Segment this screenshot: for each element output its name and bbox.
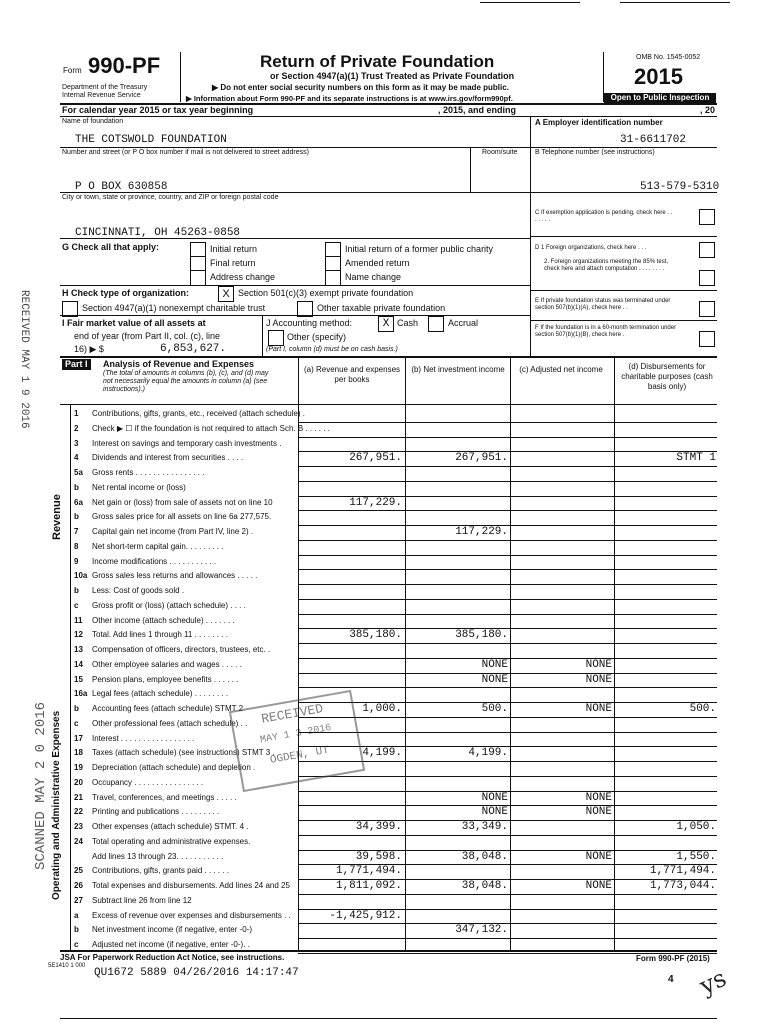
line-label: Other professional fees (attach schedule) . . bbox=[92, 718, 248, 728]
line-number: 7 bbox=[74, 527, 79, 536]
cell-col-b: NONE bbox=[481, 658, 508, 671]
cell-col-b: 385,180. bbox=[455, 629, 508, 642]
cell-col-a: 1,000. bbox=[362, 703, 402, 715]
line-number: b bbox=[74, 512, 79, 522]
row-rule bbox=[298, 481, 717, 482]
initial-return-label: Initial return bbox=[210, 244, 258, 254]
row-rule bbox=[298, 510, 717, 511]
city-label: City or town, state or province, country, and ZIP or foreign postal code bbox=[62, 194, 279, 201]
form-number: 990-PF bbox=[88, 53, 161, 78]
line-number: 21 bbox=[74, 792, 83, 802]
cell-col-b: 38,048. bbox=[461, 880, 508, 892]
row-rule bbox=[298, 584, 717, 585]
row-rule bbox=[298, 422, 717, 423]
line-number: 17 bbox=[74, 733, 83, 743]
cell-col-a: 1,811,092. bbox=[335, 880, 402, 892]
line-number: 18 bbox=[74, 748, 83, 758]
j-label: J Accounting method: bbox=[266, 318, 353, 328]
part-1-desc: (The total of amounts in columns (b), (c), and (d) may not necessarily equal the amounts in column (a) (see instructions).) bbox=[103, 370, 269, 393]
line-label: Printing and publications . . . . . . . . . bbox=[92, 807, 220, 817]
line-number: b bbox=[74, 586, 79, 595]
line-label: Interest . . . . . . . . . . . . . . . . . bbox=[92, 733, 195, 743]
received-stamp-date: MAY 1 3 2016 bbox=[259, 722, 333, 747]
line-label: Travel, conferences, and meetings . . . . . bbox=[92, 792, 237, 802]
col-b-header: (b) Net investment income bbox=[411, 365, 505, 374]
cell-col-a: -1,425,912. bbox=[329, 909, 402, 922]
row-rule bbox=[298, 614, 717, 615]
line-label: Total. Add lines 1 through 11 . . . . . . . . bbox=[92, 630, 228, 640]
form-subtitle: or Section 4947(a)(1) Trust Treated as Private Foundation bbox=[270, 71, 515, 81]
line-number: 27 bbox=[74, 895, 83, 905]
line-label: Gross profit or (loss) (attach schedule) . . . . bbox=[92, 600, 246, 610]
cell-col-b: 33,349. bbox=[461, 821, 508, 833]
i-label-3: 16) ▶ $ bbox=[74, 344, 104, 354]
e-label: E If private foundation status was terminated under section 507(b)(1)(A), check here . . bbox=[535, 298, 671, 311]
cell-col-a: 39,598. bbox=[355, 850, 402, 863]
scanned-stamp: SCANNED MAY 2 0 2016 bbox=[33, 701, 49, 870]
name-change-label: Name change bbox=[345, 272, 402, 282]
d1-label: D 1 Foreign organizations, check here . . . bbox=[535, 245, 647, 251]
line-number: 20 bbox=[74, 777, 83, 787]
page-number: 4 bbox=[668, 974, 674, 985]
final-return-label: Final return bbox=[210, 258, 256, 268]
row-rule bbox=[298, 938, 717, 939]
cell-col-c: NONE bbox=[585, 806, 612, 819]
line-label: Net short-term capital gain. . . . . . . . . bbox=[92, 541, 224, 551]
i-label-2: end of year (from Part II, col. (c), line bbox=[74, 331, 221, 341]
line-number: c bbox=[74, 600, 79, 610]
fmv-value: 6,853,627. bbox=[160, 343, 227, 355]
room-suite-label: Room/suite bbox=[482, 149, 518, 156]
cell-col-b: NONE bbox=[481, 673, 508, 686]
handwritten-initials: ys bbox=[695, 963, 731, 1001]
cell-col-a: 117,229. bbox=[349, 496, 402, 509]
side-expenses: Operating and Administrative Expenses bbox=[51, 710, 62, 900]
h-other-label: Other taxable private foundation bbox=[317, 303, 446, 313]
h-501c3-label: Section 501(c)(3) exempt private foundation bbox=[238, 288, 414, 298]
j-cash-label: Cash bbox=[397, 318, 419, 328]
line-number: c bbox=[74, 940, 79, 949]
j-other-checkbox[interactable] bbox=[268, 330, 284, 346]
c-checkbox[interactable] bbox=[699, 209, 715, 225]
ein-value: 31-6611702 bbox=[620, 134, 687, 146]
omb-number: OMB No. 1545-0052 bbox=[636, 54, 701, 61]
line-number: 23 bbox=[74, 822, 83, 831]
line-label: Pension plans, employee benefits . . . . . . bbox=[92, 674, 239, 684]
paperwork-notice bbox=[60, 953, 284, 963]
address-change-checkbox[interactable] bbox=[190, 270, 206, 286]
cell-col-a: 34,399. bbox=[355, 821, 402, 833]
j-cash-checkbox[interactable]: X bbox=[378, 316, 394, 332]
line-number: 2 bbox=[74, 423, 79, 433]
street-address: P O BOX 630858 bbox=[75, 181, 168, 193]
cell-col-b: 347,132. bbox=[455, 924, 508, 937]
ssn-notice: ▶ Do not enter social security numbers on this form as it may be made public. bbox=[212, 83, 509, 92]
row-rule bbox=[298, 687, 717, 688]
line-label: Other employee salaries and wages . . . . . bbox=[92, 659, 242, 669]
cell-col-d: STMT 1 bbox=[676, 452, 716, 465]
line-label: Income modifications . . . . . . . . . . . bbox=[92, 556, 217, 566]
amended-return-label: Amended return bbox=[345, 258, 410, 268]
row-rule bbox=[298, 437, 717, 438]
line-number: 14 bbox=[74, 659, 83, 669]
line-label: Net rental income or (loss) bbox=[92, 482, 186, 492]
cell-col-b: 500. bbox=[481, 703, 508, 715]
received-side-stamp: RECEIVED MAY 1 9 2016 bbox=[18, 290, 30, 429]
line-label: Dividends and interest from securities . . . . bbox=[92, 453, 244, 463]
row-rule bbox=[298, 894, 717, 895]
line-label: Net investment income (if negative, enter -0-) bbox=[92, 925, 253, 935]
row-rule bbox=[298, 717, 717, 718]
calendar-end: , 20 bbox=[700, 105, 716, 115]
calendar-year-label: For calendar year 2015 or tax year beginning bbox=[62, 105, 254, 115]
received-stamp-place: OGDEN, UT bbox=[269, 744, 330, 767]
line-number: 26 bbox=[74, 881, 83, 890]
col-a-header: (a) Revenue and expenses per books bbox=[303, 365, 401, 384]
d2-checkbox[interactable] bbox=[699, 270, 715, 286]
tax-year: 2015 bbox=[634, 64, 683, 89]
cell-col-b: 4,199. bbox=[468, 747, 508, 760]
j-note: (Part I, column (d) must be on cash basis.) bbox=[266, 346, 398, 353]
row-rule bbox=[298, 555, 717, 556]
row-rule bbox=[298, 599, 717, 600]
foundation-name-label: Name of foundation bbox=[62, 118, 124, 125]
line-number: b bbox=[74, 482, 79, 492]
ein-label: A Employer identification number bbox=[535, 118, 663, 127]
city-state-zip: CINCINNATI, OH 45263-0858 bbox=[75, 227, 241, 239]
phone-value: 513-579-5310 bbox=[640, 181, 720, 193]
row-rule bbox=[298, 732, 717, 733]
row-rule bbox=[298, 466, 717, 467]
address-label: Number and street (or P O box number if mail is not delivered to street address) bbox=[62, 149, 309, 156]
form-label: Form bbox=[63, 66, 82, 75]
cell-col-b: 38,048. bbox=[461, 850, 508, 863]
h-4947-label: Section 4947(a)(1) nonexempt charitable trust bbox=[82, 303, 266, 313]
h-501c3-checkbox[interactable]: X bbox=[218, 286, 234, 302]
form-title: Return of Private Foundation bbox=[260, 52, 495, 71]
row-rule bbox=[298, 569, 717, 570]
f-label: F If the foundation is in a 60-month termination under section 507(b)(1)(B), check here . bbox=[535, 325, 677, 338]
line-number: 25 bbox=[74, 866, 83, 876]
j-accrual-checkbox[interactable] bbox=[428, 316, 444, 332]
irs-label: Internal Revenue Service bbox=[62, 92, 141, 99]
line-number: 8 bbox=[74, 541, 79, 551]
part-1-tag: Part I bbox=[62, 359, 91, 370]
line-number: 4 bbox=[74, 453, 79, 463]
line-label: Gross sales price for all assets on line 6a 277,575. bbox=[92, 512, 272, 522]
f-checkbox[interactable] bbox=[699, 331, 715, 347]
g-label: G Check all that apply: bbox=[62, 242, 160, 252]
cell-col-c: NONE bbox=[585, 850, 612, 863]
line-number: 10a bbox=[74, 571, 88, 581]
line-label: Occupancy . . . . . . . . . . . . . . . . bbox=[92, 777, 204, 787]
cell-col-a: 385,180. bbox=[349, 629, 402, 642]
cell-col-a: 4,199. bbox=[362, 747, 402, 760]
row-rule bbox=[298, 776, 717, 777]
cell-col-b: 117,229. bbox=[455, 526, 508, 538]
cell-col-c: NONE bbox=[585, 791, 612, 804]
line-label: Depreciation (attach schedule) and depletion . bbox=[92, 763, 256, 772]
cell-col-a: 267,951. bbox=[349, 452, 402, 465]
line-number: a bbox=[74, 910, 79, 920]
line-number: b bbox=[74, 925, 79, 935]
line-number: 6a bbox=[74, 497, 83, 507]
line-number: 15 bbox=[74, 674, 83, 684]
part-1-title: Analysis of Revenue and Expenses bbox=[103, 359, 255, 369]
cell-col-c: NONE bbox=[585, 658, 612, 671]
line-label: Subtract line 26 from line 12 bbox=[92, 895, 192, 905]
line-label: Less: Cost of goods sold . bbox=[92, 586, 185, 595]
cell-col-c: NONE bbox=[585, 703, 612, 715]
line-number: 19 bbox=[74, 763, 83, 772]
line-number: c bbox=[74, 718, 79, 728]
cell-col-d: 1,773,044. bbox=[649, 880, 716, 892]
line-number: 11 bbox=[74, 615, 83, 625]
line-label: Contributions, gifts, grants, etc., received (attach schedule) . bbox=[92, 409, 305, 418]
line-number: 9 bbox=[74, 556, 79, 566]
cell-col-c: NONE bbox=[585, 880, 612, 892]
name-change-checkbox[interactable] bbox=[325, 270, 341, 286]
line-label: Interest on savings and temporary cash investments . bbox=[92, 438, 282, 448]
line-label: Other income (attach schedule) . . . . . . . bbox=[92, 615, 235, 625]
initial-former-label: Initial return of a former public charity bbox=[345, 244, 494, 254]
line-number: 3 bbox=[74, 438, 79, 448]
dln-timestamp: QU1672 5889 04/26/2016 14:17:47 bbox=[94, 967, 299, 979]
d2-label: 2. Foreign organizations meeting the 85% test, check here and attach computation . . . . . . . . bbox=[544, 259, 669, 272]
d1-checkbox[interactable] bbox=[699, 242, 715, 258]
cell-col-d: 1,050. bbox=[676, 821, 716, 833]
side-revenue: Revenue bbox=[51, 494, 63, 540]
line-label: Net gain or (loss) from sale of assets not on line 10 bbox=[92, 497, 273, 507]
line-label: Check ▶ ☐ if the foundation is not required to attach Sch. B . . . . . . bbox=[92, 423, 330, 433]
h-label: H Check type of organization: bbox=[62, 288, 190, 298]
cell-col-b: NONE bbox=[481, 806, 508, 819]
line-label: Add lines 13 through 23. . . . . . . . . . . bbox=[92, 851, 224, 861]
line-label: Total operating and administrative expenses. bbox=[92, 836, 251, 846]
line-number: 5a bbox=[74, 468, 83, 477]
i-label-1: I Fair market value of all assets at bbox=[62, 318, 206, 328]
info-notice: ▶ Information about Form 990-PF and its separate instructions is at www.irs.gov/form990pf. bbox=[186, 94, 513, 103]
received-stamp-title: RECEIVED bbox=[260, 701, 325, 727]
line-label: Other expenses (attach schedule) STMT. 4 . bbox=[92, 822, 249, 831]
line-label: Compensation of officers, directors, trustees, etc. . bbox=[92, 645, 271, 654]
calendar-mid: , 2015, and ending bbox=[438, 105, 517, 115]
jsa-label: JSA bbox=[60, 953, 76, 962]
address-change-label: Address change bbox=[210, 272, 276, 282]
line-number: 13 bbox=[74, 645, 83, 654]
cell-col-b: NONE bbox=[481, 791, 508, 804]
line-label: Legal fees (attach schedule) . . . . . . . . bbox=[92, 689, 229, 699]
cell-col-d: 1,771,494. bbox=[649, 865, 716, 878]
line-number: 1 bbox=[74, 409, 79, 418]
line-label: Accounting fees (attach schedule) STMT 2 bbox=[92, 704, 244, 713]
line-number: b bbox=[74, 704, 79, 713]
j-accrual-label: Accrual bbox=[448, 318, 479, 328]
row-rule bbox=[298, 835, 717, 836]
open-to-public: Open to Public Inspection bbox=[604, 93, 716, 103]
j-other-label: Other (specify) bbox=[287, 332, 347, 342]
line-number: 22 bbox=[74, 807, 83, 817]
line-label: Excess of revenue over expenses and disbursements . . bbox=[92, 910, 291, 920]
row-rule bbox=[298, 540, 717, 541]
dept-treasury: Department of the Treasury bbox=[62, 84, 148, 91]
line-number: 24 bbox=[74, 836, 83, 846]
e-checkbox[interactable] bbox=[699, 301, 715, 317]
line-label: Gross rents . . . . . . . . . . . . . . . . bbox=[92, 468, 205, 477]
c-label: C If exemption application is pending, check here . . . . . . . bbox=[535, 210, 673, 223]
cell-col-b: 267,951. bbox=[455, 452, 508, 465]
cell-col-c: NONE bbox=[585, 673, 612, 686]
line-label: Taxes (attach schedule) (see instructions) STMT 3 . bbox=[92, 748, 275, 758]
phone-label: B Telephone number (see instructions) bbox=[535, 149, 655, 156]
cell-col-d: 1,550. bbox=[676, 850, 716, 863]
line-number: 12 bbox=[74, 630, 83, 640]
paperwork-text: For Paperwork Reduction Act Notice, see instructions. bbox=[77, 953, 285, 962]
jsa-code: 5E1410 1 000 bbox=[48, 963, 86, 969]
row-rule bbox=[298, 643, 717, 644]
line-label: Gross sales less returns and allowances . . . . . bbox=[92, 571, 258, 581]
line-number: 16a bbox=[74, 689, 88, 699]
cell-col-d: 500. bbox=[689, 703, 716, 715]
form-footer-ref: Form 990-PF (2015) bbox=[636, 954, 710, 963]
line-label: Contributions, gifts, grants paid . . . . . . bbox=[92, 866, 229, 876]
line-label: Capital gain net income (from Part IV, line 2) . bbox=[92, 527, 254, 536]
line-label: Total expenses and disbursements. Add lines 24 and 25 bbox=[92, 881, 290, 890]
line-label: Adjusted net income (if negative, enter -0-). . bbox=[92, 940, 250, 949]
cell-col-a: 1,771,494. bbox=[335, 865, 402, 878]
col-d-header: (d) Disbursements for charitable purposes (cash basis only) bbox=[621, 362, 713, 391]
col-c-header: (c) Adjusted net income bbox=[519, 365, 603, 374]
foundation-name: THE COTSWOLD FOUNDATION bbox=[75, 134, 227, 146]
